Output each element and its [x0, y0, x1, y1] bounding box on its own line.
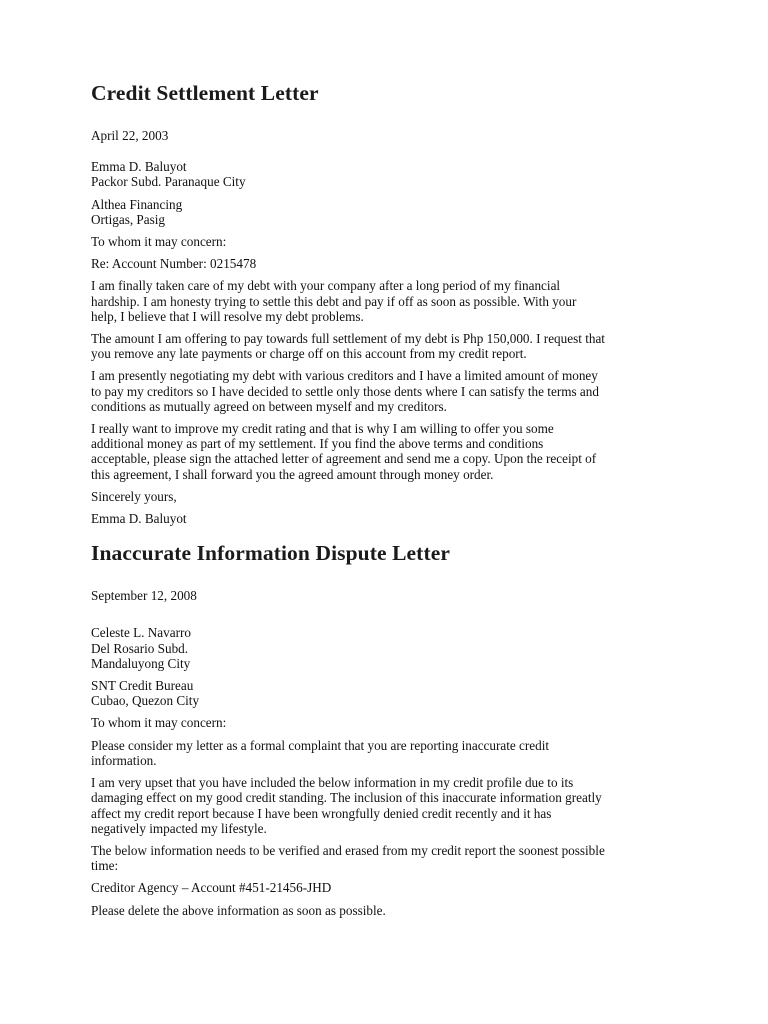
letter2-sender-address: Celeste L. Navarro Del Rosario Subd. Mandaluyong City [91, 625, 191, 671]
letter1-paragraph-1: I am finally taken care of my debt with your company after a long period of my financial hardship. I am honesty trying to settle this debt and pay if off as soon as possible. With your help, I believe that I will resolve my debt problems. [91, 278, 577, 324]
letter1-date: April 22, 2003 [91, 128, 169, 143]
letter1-reference: Re: Account Number: 0215478 [91, 256, 257, 272]
letter1-title: Credit Settlement Letter [91, 81, 319, 105]
letter2-paragraph-2: I am very upset that you have included the below information in my credit profile due to its damaging effect on my good credit standing. The inclusion of this inaccurate information greatly affect my credit report because I have been wrongfully denied credit recently and it has negatively impacted my lifestyle. [91, 775, 602, 836]
document-page [91, 78, 691, 918]
letter1-closing: Sincerely yours, [91, 488, 177, 504]
letter1-salutation: To whom it may concern: [91, 234, 227, 250]
letter2-date: September 12, 2008 [91, 588, 197, 604]
letter1-recipient-address: Althea Financing Ortigas, Pasig [91, 196, 183, 227]
letter1-signature: Emma D. Baluyot [91, 511, 187, 527]
inaccurate-information-dispute-letter [91, 538, 691, 917]
letter2-creditor-item: Creditor Agency – Account #451-21456-JHD [91, 880, 332, 896]
letter2-paragraph-3: The below information needs to be verified and erased from my credit report the soonest possible time: [91, 842, 605, 874]
letter2-title: Inaccurate Information Dispute Letter [91, 541, 450, 566]
letter2-paragraph-4: Please delete the above information as soon as possible. [91, 902, 386, 918]
letter2-recipient-address: SNT Credit Bureau Cubao, Quezon City [91, 678, 200, 709]
letter1-paragraph-3: I am presently negotiating my debt with various creditors and I have a limited amount of money to pay my creditors so I have decided to settle only those dents where I can satisfy the terms and conditions as mutually agreed on between myself and my creditors. [91, 368, 599, 414]
letter1-paragraph-2: The amount I am offering to pay towards full settlement of my debt is Php 150,000. I request that you remove any late payments or charge off on this account from my credit report. [91, 331, 605, 362]
letter2-paragraph-1: Please consider my letter as a formal complaint that you are reporting inaccurate credit information. [91, 737, 550, 768]
credit-settlement-letter [91, 78, 691, 526]
letter1-paragraph-4: I really want to improve my credit rating and that is why I am willing to offer you some additional money as part of my settlement. If you find the above terms and conditions acceptable, please sign the attached letter of agreement and send me a copy. Upon the receipt of this agreement, I shall forward you the agreed amount through money order. [91, 421, 597, 482]
letter2-salutation: To whom it may concern: [91, 715, 227, 731]
letter1-sender-address: Emma D. Baluyot Packor Subd. Paranaque City [91, 159, 246, 190]
